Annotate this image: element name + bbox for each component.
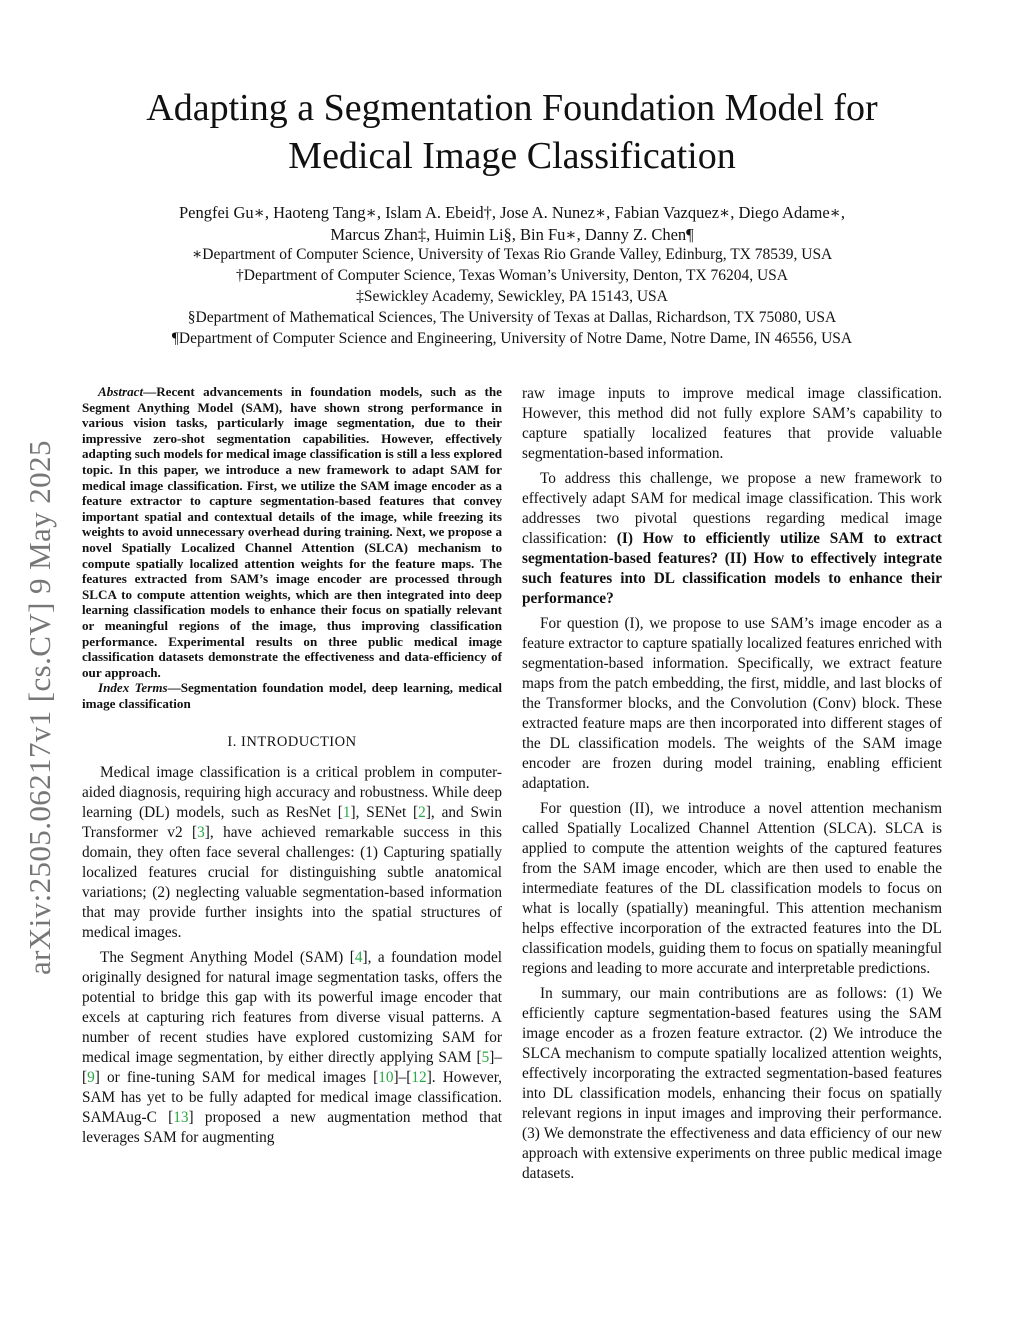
left-column — [82, 384, 502, 1153]
affiliation: †Department of Computer Science, Texas Woman’s University, Denton, TX 76204, USA — [236, 267, 788, 284]
authors-line: Pengfei Gu∗, Haoteng Tang∗, Islam A. Ebeid†, Jose A. Nunez∗, Fabian Vazquez∗, Diego Adame∗, — [178, 203, 846, 222]
text-run: Medical image classification is a critical problem in computer-aided diagnosis, requiring high accuracy and robustness. While deep learning (DL) models, such as ResNet [ — [82, 764, 502, 822]
citation-link[interactable]: 12 — [411, 1069, 427, 1087]
research-questions: (I) How to efficiently utilize SAM to extract segmentation-based features? (II) How to effectively integrate such features into DL classification models to enhance their performance? — [522, 530, 942, 607]
citation-link[interactable]: 13 — [173, 1109, 189, 1127]
title-line: Medical Image Classification — [288, 135, 736, 177]
right-column — [522, 384, 942, 1189]
intro-paragraph — [82, 763, 502, 943]
title-line: Adapting a Segmentation Foundation Model for — [146, 87, 878, 129]
affiliations — [60, 244, 964, 349]
text-run: ], a foundation model originally designed for natural image segmentation tasks, offers the potential to bridge this gap with its powerful image encoder that excels at capturing rich features from diverse visual patterns. A number of recent studies have explored customizing SAM for medical image segmentation, by either directly applying SAM [ — [82, 949, 502, 1067]
citation-link[interactable]: 3 — [197, 824, 205, 842]
section-title-rest: NTRODUCTION — [246, 734, 357, 751]
text-run: ]. However, SAM has yet to be fully adapted for medical image classification. SAMAug-C [ — [82, 1069, 503, 1127]
citation-link[interactable]: 5 — [481, 1049, 490, 1067]
abstract-text: —Recent advancements in foundation models, such as the Segment Anything Model (SAM), have shown strong performance in various vision tasks, particularly image segmentation, due to their impressive zero-shot segmentation capabilities. However, effectively adapting such models for medical image classification is still a less explored topic. In this paper, we introduce a new framework to adapt SAM for medical image classification. First, we utilize the SAM image encoder as a feature extractor to capture segmentation-based features that convey important spatial and contextual details of the image, while freezing its weights to avoid unnecessary overhead during training. Next, we propose a novel Spatially Localized Channel Attention (SLCA) mechanism to compute spatially localized attention weights for the feature maps. The features extracted from SAM’s image encoder are processed through SLCA to compute attention weights, which are then integrated into deep learning classification models to enhance their focus on spatially relevant or meaningful regions of the image, thus improving classification performance. Experimental results on three public medical image classification datasets demonstrate the effectiveness and data-efficiency of our approach. — [82, 384, 502, 680]
affiliation: ∗Department of Computer Science, University of Texas Rio Grande Valley, Edinburg, TX 78539, USA — [191, 246, 833, 263]
intro-paragraph — [522, 469, 942, 609]
intro-paragraph: In summary, our main contributions are as follows: (1) We efficiently capture segmentation-based features using the SAM image encoder as a frozen feature extractor. (2) We introduce the SLCA mechanism to compute spatially localized attention weights, effectively incorporating the extracted segmentation-based features into DL classification models, enhancing their focus on spatially relevant regions in input images and improving their performance. (3) We demonstrate the effectiveness and data efficiency of our new approach with extensive experiments on three public medical image datasets. — [522, 985, 942, 1182]
affiliation: §Department of Mathematical Sciences, The University of Texas at Dallas, Richardson, TX 75080, USA — [187, 309, 837, 326]
text-run: ] or fine-tuning SAM for medical images [ — [94, 1069, 379, 1087]
arxiv-stamp — [20, 385, 60, 975]
section-title-cap: I — [241, 734, 247, 751]
text-run: To address this challenge, we propose a new framework to effectively adapt SAM for medical image classification. This work addresses two pivotal questions regarding medical image classification: — [522, 470, 942, 547]
affiliation: ‡Sewickley Academy, Sewickley, PA 15143, USA — [356, 288, 668, 305]
index-terms-lead: Index Terms — [98, 680, 168, 696]
text-run: ], and Swin Transformer v2 [ — [82, 804, 502, 842]
text-run: ]–[ — [393, 1069, 412, 1087]
affiliation: ¶Department of Computer Science and Engineering, University of Notre Dame, Notre Dame, IN 46556, USA — [171, 330, 853, 347]
intro-paragraph: For question (II), we introduce a novel attention mechanism called Spatially Localized Channel Attention (SLCA). SLCA is applied to compute the attention weights of the captured features from the SAM image encoder, which are then used to enable the intermediate features of the DL classification models to focus on what is locally (spatially) meaningful. This attention mechanism helps effective incorporation of the extracted features into the DL classification models, guiding them to focus on spatially meaningful regions and leading to more accurate and interpretable predictions. — [522, 800, 942, 977]
abstract — [82, 384, 502, 680]
citation-link[interactable]: 4 — [354, 949, 363, 967]
text-run: ], SENet [ — [350, 804, 419, 822]
paper-title — [60, 84, 964, 180]
citation-link[interactable]: 2 — [418, 804, 426, 822]
author-list — [110, 202, 914, 246]
citation-link[interactable]: 9 — [87, 1069, 95, 1087]
text-run: ], have achieved remarkable success in this domain, they often face several challenges: (1) Capturing spatially localized features crucial for distinguishing subtle anatomical variations; (2) neglecting valuable segmentation-based information that may provide further insights into the spatial structures of medical images. — [82, 824, 502, 942]
citation-link[interactable]: 10 — [378, 1069, 394, 1087]
text-run: The Segment Anything Model (SAM) [ — [100, 949, 355, 967]
abstract-lead: Abstract — [98, 384, 144, 399]
intro-paragraph — [82, 948, 502, 1148]
intro-paragraph: For question (I), we propose to use SAM’s image encoder as a feature extractor to capture spatially localized features enriched with segmentation-based information. Specifically, we extract feature maps from the patch embedding, the first, middle, and last blocks of the Transformer blocks, and the Convolution (Conv) block. These extracted feature maps are then incorporated into different stages of the DL classification models. The weights of the SAM image encoder are frozen during model training, enabling efficient adaptation. — [522, 615, 942, 792]
section-number: I. — [227, 734, 242, 751]
authors-line: Marcus Zhan‡, Huimin Li§, Bin Fu∗, Danny Z. Chen¶ — [330, 225, 694, 244]
index-terms — [82, 680, 502, 711]
text-run: ] proposed a new augmentation method that leverages SAM for augmenting — [82, 1109, 502, 1147]
index-terms-text: —Segmentation foundation model, deep learning, medical image classification — [82, 680, 502, 711]
intro-paragraph: raw image inputs to improve medical image classification. However, this method did not fully explore SAM’s capability to capture spatially localized features that provide valuable segmentation-based information. — [522, 385, 942, 462]
text-run: ]–[ — [82, 1049, 502, 1087]
arxiv-identifier: arXiv:2505.06217v1 [cs.CV] 9 May 2025 — [22, 440, 57, 975]
section-heading — [82, 732, 502, 752]
citation-link[interactable]: 1 — [342, 804, 351, 822]
